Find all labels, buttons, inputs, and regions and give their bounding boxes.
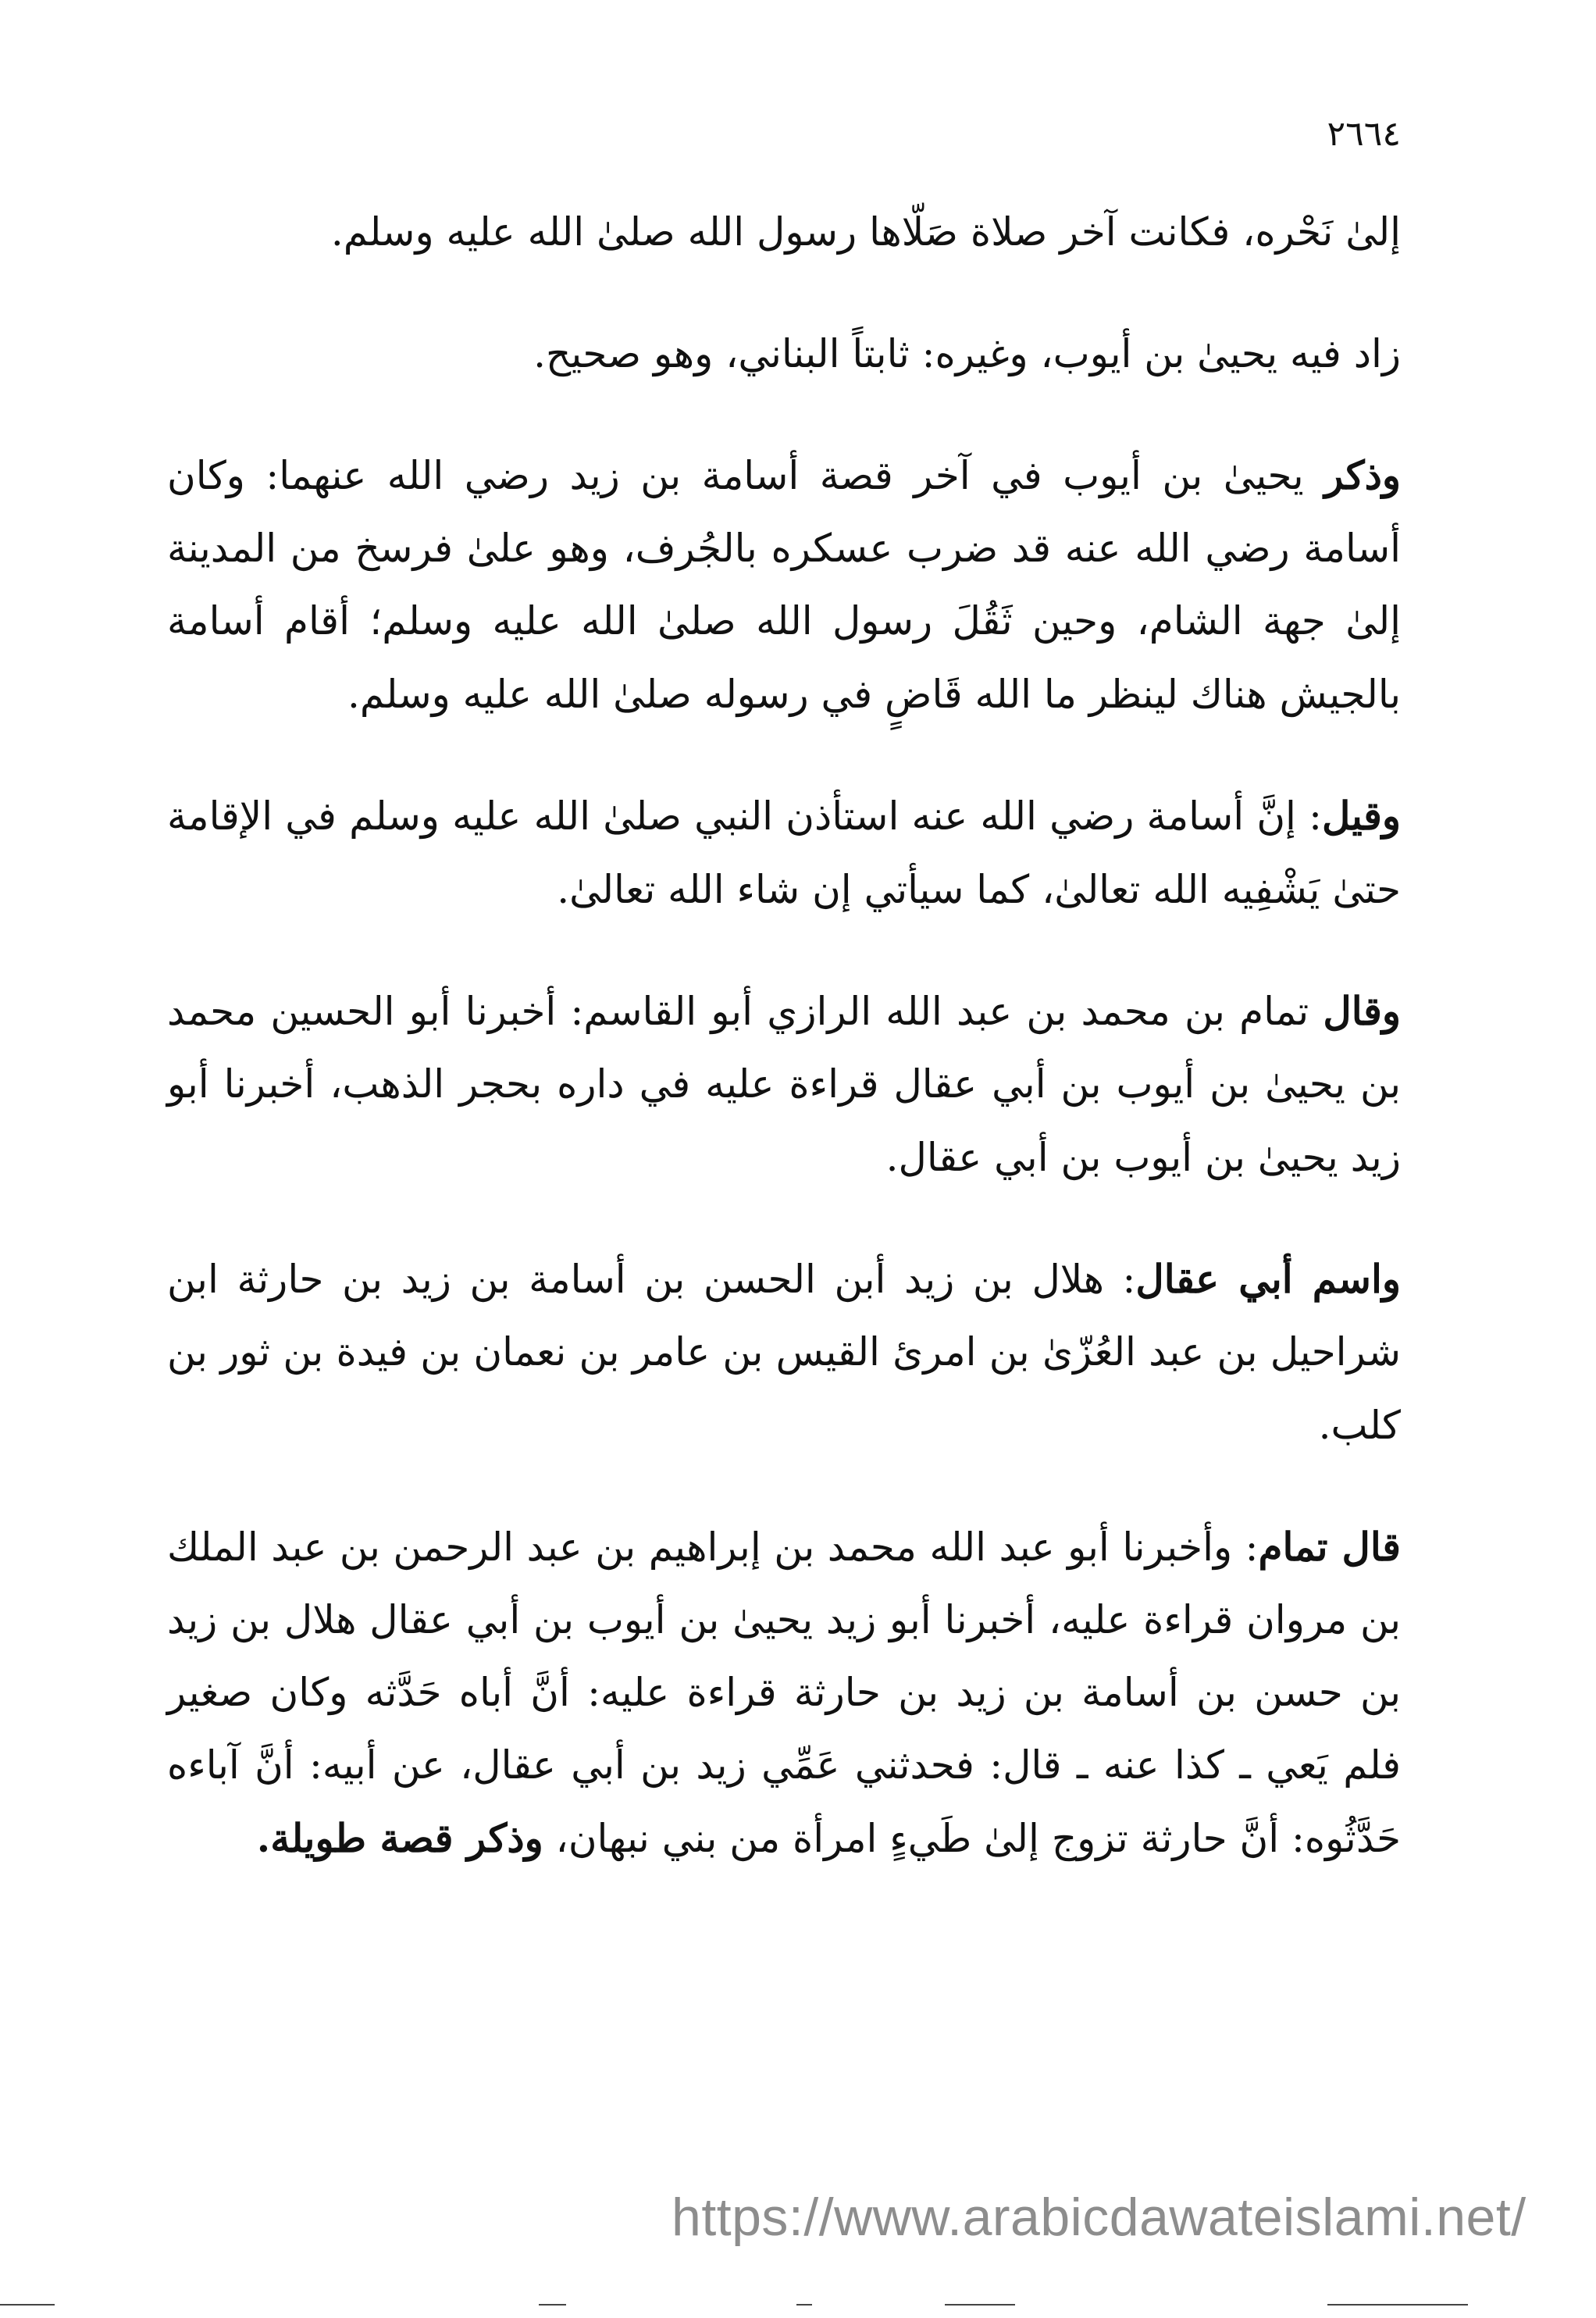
paragraph-body: إلىٰ نَحْره، فكانت آخر صلاة صَلّاها رسول الله صلىٰ الله عليه وسلم. — [330, 209, 1401, 255]
paragraph-7 — [167, 1510, 1401, 1875]
paragraph-4 — [167, 779, 1401, 926]
bottom-rule-left — [0, 2304, 55, 2306]
bottom-rule-right — [1327, 2304, 1468, 2306]
paragraph-lead: وقال — [1323, 988, 1401, 1034]
paragraph-body: يحيىٰ بن أيوب في آخر قصة أسامة بن زيد رضي الله عنهما: وكان أسامة رضي الله عنه قد ضرب عسكره بالجُرف، وهو علىٰ فرسخ من المدينة إلىٰ جهة الشام، وحين ثَقُلَ رسول الله صلىٰ الله عليه وسلم؛ أقام أسامة بالجيش هناك لينظر ما الله قَاضٍ في رسوله صلىٰ الله عليه وسلم. — [167, 453, 1401, 717]
paragraph-bold-end: وذكر قصة طويلة. — [256, 1815, 543, 1861]
paragraph-lead: واسم أبي عقال — [1135, 1256, 1401, 1302]
paragraph-body: تمام بن محمد بن عبد الله الرازي أبو القاسم: أخبرنا أبو الحسين محمد بن يحيىٰ بن أيوب بن أبي عقال قراءة عليه في داره بحجر الذهب، أخبرنا أبو زيد يحيىٰ بن أيوب بن أبي عقال. — [167, 989, 1401, 1180]
bottom-rule-mark — [539, 2304, 566, 2306]
paragraph-body: زاد فيه يحيىٰ بن أيوب، وغيره: ثابتاً البناني، وهو صحيح. — [533, 331, 1401, 376]
paragraph-1 — [167, 195, 1401, 269]
bottom-rule-mark — [945, 2304, 1015, 2306]
paragraph-body: : وأخبرنا أبو عبد الله محمد بن إبراهيم بن عبد الرحمن بن عبد الملك بن مروان قراءة عليه، أخبرنا أبو زيد يحيىٰ بن أيوب بن أبي عقال هلال بن زيد بن حسن بن أسامة بن زيد بن حارثة قراءة عليه: أنَّ أباه حَدَّثه وكان صغير فلم يَعي ـ كذا عنه ـ قال: فحدثني عَمِّي زيد بن أبي عقال، عن أبيه: أنَّ آباءه حَدَّثُوه: أنَّ حارثة تزوج إلىٰ طَيءٍ امرأة من بني نبهان، — [167, 1525, 1401, 1861]
paragraph-body: : هلال بن زيد أبن الحسن بن أسامة بن زيد بن حارثة ابن شراحيل بن عبد العُزّىٰ بن امرئ القيس بن عامر بن نعمان بن فيدة بن ثور بن كلب. — [167, 1257, 1401, 1448]
paragraph-body: : إنَّ أسامة رضي الله عنه استأذن النبي صلىٰ الله عليه وسلم في الإقامة حتىٰ يَشْفِيه الله تعالىٰ، كما سيأتي إن شاء الله تعالىٰ. — [167, 793, 1401, 912]
paragraph-5 — [167, 975, 1401, 1194]
paragraph-6 — [167, 1243, 1401, 1462]
paragraph-lead: وقيل — [1321, 793, 1401, 839]
paragraph-3 — [167, 439, 1401, 731]
paragraph-2 — [167, 317, 1401, 390]
main-text — [167, 195, 1401, 1924]
paragraph-lead: قال تمام — [1258, 1524, 1401, 1570]
paragraph-lead: وذكر — [1324, 452, 1401, 498]
bottom-rule-mark — [796, 2304, 812, 2306]
page-number: ٢٦٦٤ — [1327, 114, 1401, 154]
source-url: https://www.arabicdawateislami.net/ — [672, 2188, 1527, 2247]
